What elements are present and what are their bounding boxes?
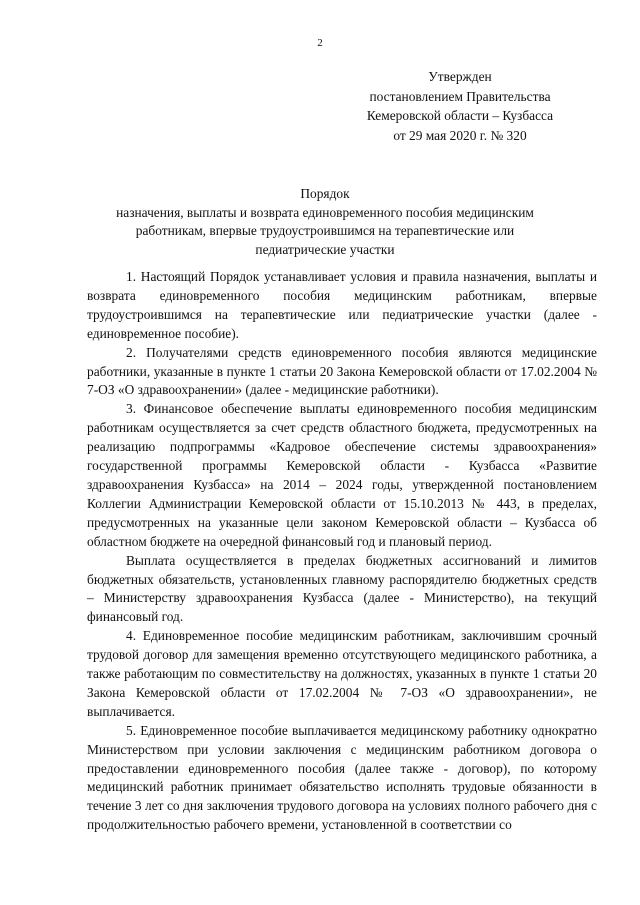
document-body bbox=[87, 268, 597, 835]
approval-stamp bbox=[350, 67, 570, 145]
paragraph-3: 3. Финансовое обеспечение выплаты единовременного пособия медицинским работникам осуществляется за счет средств областного бюджета, предусмотренных на реализацию подпрограммы «Кадровое обеспечение системы здравоохранения» государственной программы Кемеровской области - Кузбасса «Развитие здравоохранения Кузбасса» на 2014 – 2024 годы, утвержденной постановлением Коллегии Администрации Кемеровской области от 15.10.2013 № 443, в пределах, предусмотренных на указанные цели законом Кемеровской области – Кузбасса об областном бюджете на очередной финансовый год и плановый период. bbox=[87, 401, 597, 549]
paragraph-2: 2. Получателями средств единовременного пособия являются медицинские работники, указанные в пункте 1 статьи 20 Закона Кемеровской области от 17.02.2004 № 7-ОЗ «О здравоохранении» (далее - медицинские работники). bbox=[87, 344, 597, 398]
approval-line-4: от 29 мая 2020 г. № 320 bbox=[393, 127, 527, 143]
paragraph-4: 4. Единовременное пособие медицинским работникам, заключившим срочный трудовой договор для замещения временно отсутствующего медицинского работника, а также работающим по совместительству на должностях, указанных в пункте 1 статьи 20 Закона Кемеровской области от 17.02.2004 № 7-ОЗ «О здравоохранении», не выплачивается. bbox=[87, 628, 597, 719]
title-line-1: назначения, выплаты и возврата единовременного пособия медицинским bbox=[116, 204, 534, 220]
paragraph-5: 5. Единовременное пособие выплачивается медицинскому работнику однократно Министерством при условии заключения с медицинским работником договора о предоставлении единовременного пособия (далее также - договор), по которому медицинский работник принимает обязательство исполнять трудовые обязанности в течение 3 лет со дня заключения трудового договора на условиях полного рабочего дня с продолжительностью рабочего времени, установленной в соответствии со bbox=[87, 722, 597, 833]
title-line-2: работникам, впервые трудоустроившимся на терапевтические или bbox=[135, 223, 515, 238]
approval-line-3: Кемеровской области – Кузбасса bbox=[366, 108, 554, 123]
document-title bbox=[85, 185, 565, 259]
title-heading: Порядок bbox=[300, 186, 350, 201]
approval-line-1: Утвержден bbox=[428, 69, 492, 84]
paragraph-3-continued: Выплата осуществляется в пределах бюджетных ассигнований и лимитов бюджетных обязательств, установленных главному распорядителю бюджетных средств – Министерству здравоохранения Кузбасса (далее - Министерство), на текущий финансовый год. bbox=[87, 552, 597, 625]
title-line-3: педиатрические участки bbox=[255, 241, 395, 257]
page-number: 2 bbox=[317, 37, 323, 49]
paragraph-1: 1. Настоящий Порядок устанавливает условия и правила назначения, выплаты и возврата единовременного пособия медицинским работникам, впервые трудоустроившимся на терапевтические или педиатрические участки (далее - единовременное пособие). bbox=[87, 269, 597, 341]
approval-line-2: постановлением Правительства bbox=[369, 88, 551, 104]
